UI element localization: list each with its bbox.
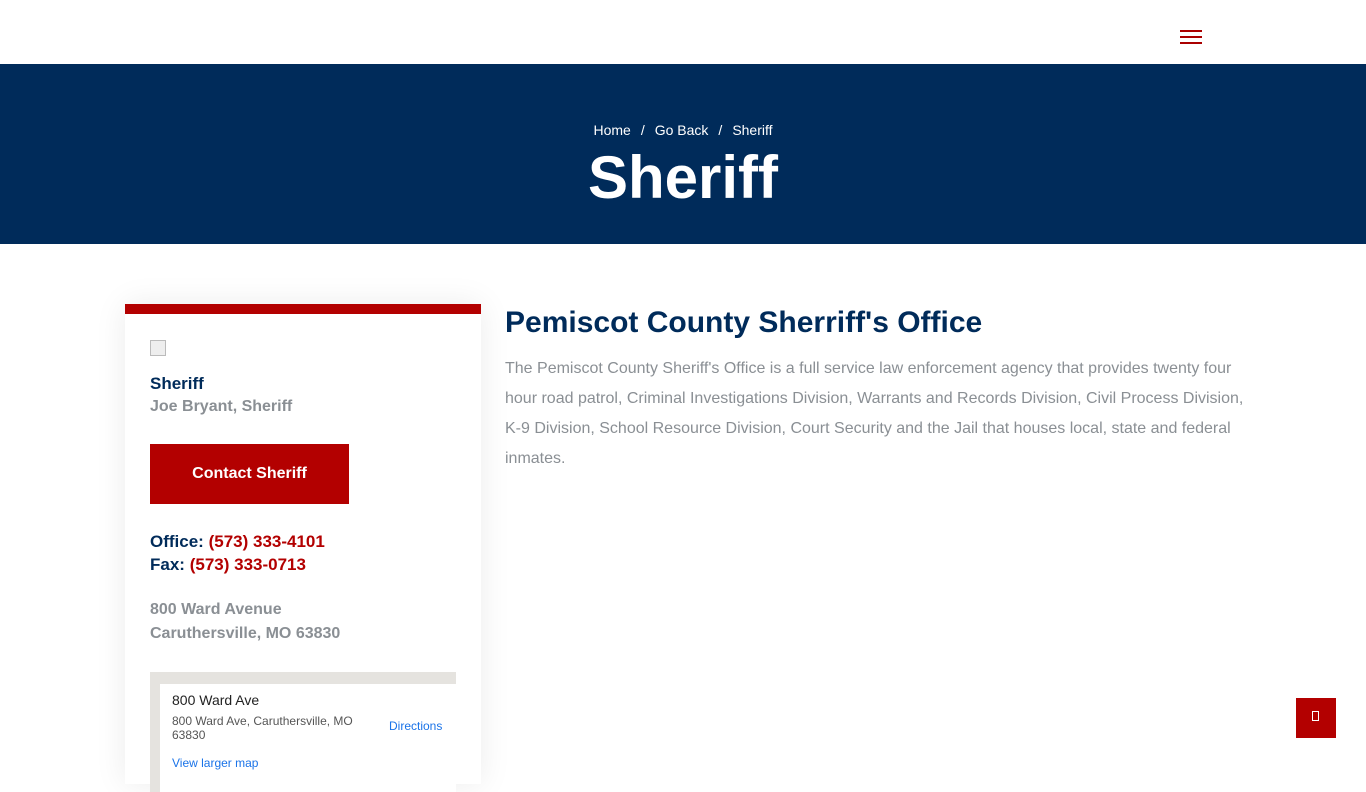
breadcrumb-current: Sheriff <box>732 122 773 138</box>
phone-numbers <box>150 530 456 576</box>
main-content <box>505 306 1245 474</box>
office-label: Office: <box>150 532 204 551</box>
breadcrumb-home[interactable]: Home <box>593 122 631 138</box>
section-body: The Pemiscot County Sheriff's Office is a full service law enforcement agency that provides twenty four hour road patrol, Criminal Investigations Division, Warrants and Records Division, Civil Process Division, K-9 Division, School Resource Division, Court Security and the Jail that houses local, state and federal inmates. <box>505 360 1244 467</box>
map-embed[interactable] <box>150 672 456 792</box>
top-bar <box>0 0 1366 64</box>
contact-sheriff-button[interactable]: Contact Sheriff <box>150 444 349 504</box>
fax-phone-link[interactable]: (573) 333-0713 <box>189 555 306 574</box>
sheriff-name: Joe Bryant, Sheriff <box>150 398 293 415</box>
page-header <box>0 64 1366 244</box>
breadcrumb-separator: / <box>640 122 645 138</box>
scroll-to-top-button[interactable] <box>1296 698 1336 738</box>
breadcrumb <box>0 64 1366 138</box>
breadcrumb-separator: / <box>718 122 723 138</box>
directions-link[interactable]: Directions <box>389 719 443 733</box>
broken-image-icon <box>150 340 166 356</box>
card-title: Sheriff <box>150 374 204 393</box>
office-phone-link[interactable]: (573) 333-4101 <box>208 532 325 551</box>
arrow-up-icon <box>1312 711 1319 721</box>
address-line-2: Caruthersville, MO 63830 <box>150 625 341 642</box>
view-larger-map-link[interactable]: View larger map <box>172 756 259 770</box>
section-heading: Pemiscot County Sherriff's Office <box>505 306 983 339</box>
map-place-name: 800 Ward Ave <box>172 692 260 708</box>
fax-label: Fax: <box>150 555 185 574</box>
page-title: Sheriff <box>587 144 779 211</box>
address-line-1: 800 Ward Avenue <box>150 601 282 618</box>
map-info-card <box>160 684 456 792</box>
breadcrumb-go-back[interactable]: Go Back <box>654 122 709 138</box>
sheriff-card <box>125 304 481 784</box>
address <box>150 598 456 646</box>
hamburger-menu-icon[interactable] <box>1180 30 1202 46</box>
map-address: 800 Ward Ave, Caruthersville, MO 63830 <box>172 714 353 742</box>
